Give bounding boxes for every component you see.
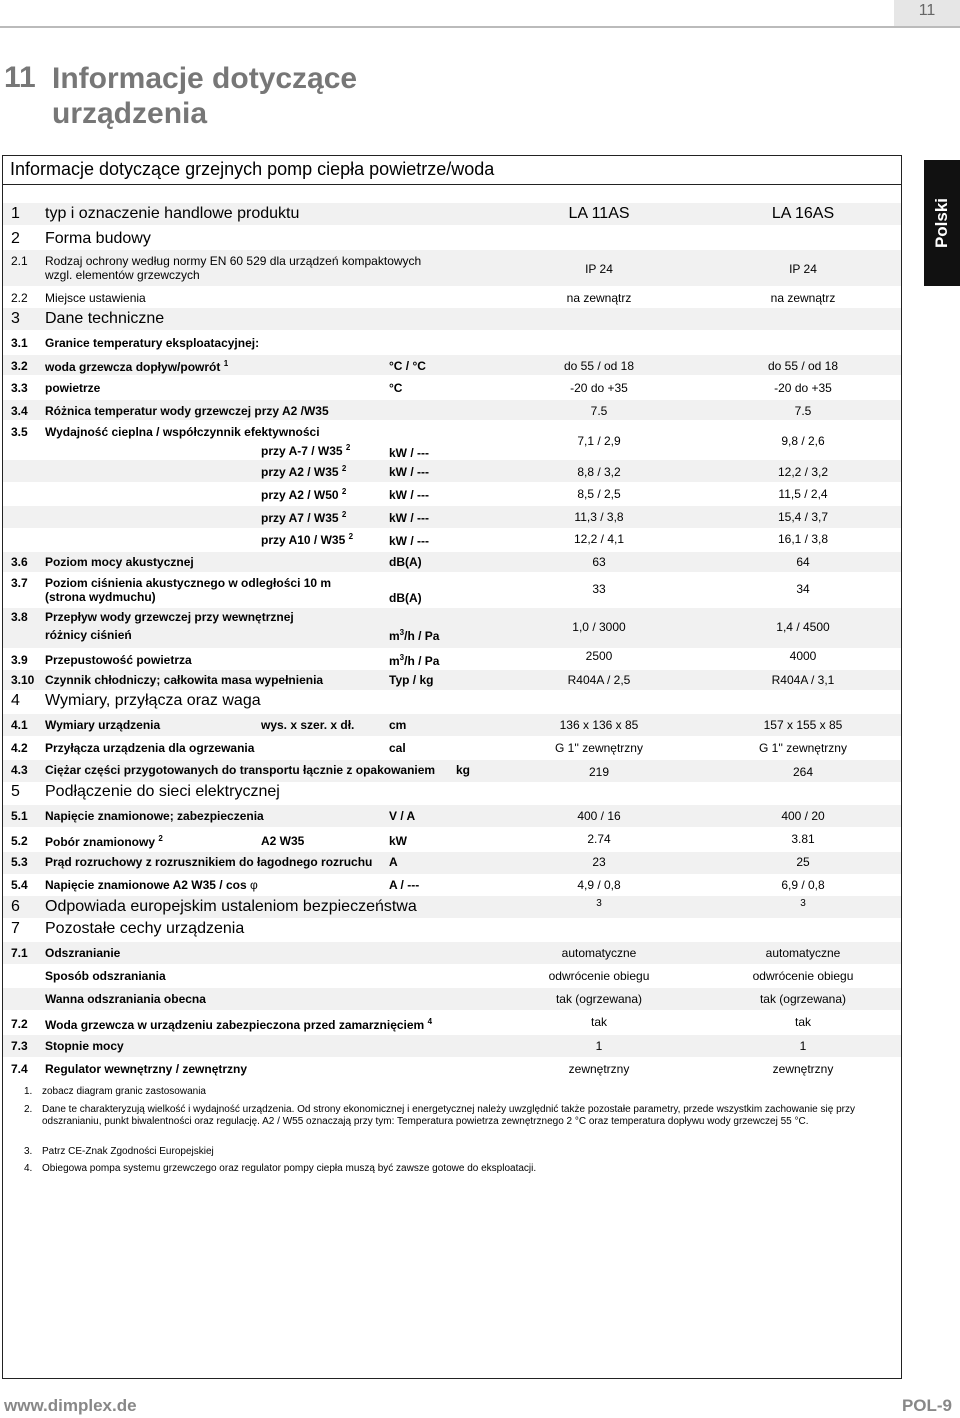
footnote-ref: 2 xyxy=(341,510,347,519)
value-model-2: 1 xyxy=(799,1039,807,1053)
row-label: Ciężar części przygotowanych do transportu łącznie z opakowaniem xyxy=(45,763,436,777)
row-number: 5 xyxy=(11,783,20,800)
row-label: Wanna odszraniania obecna xyxy=(45,992,206,1006)
row-label: Poziom ciśnienia akustycznego w odległości 10 m xyxy=(45,576,332,590)
condition-label xyxy=(261,532,353,547)
unit-text: m xyxy=(389,654,400,668)
value-model-1: 1,0 / 3000 xyxy=(572,620,626,634)
table-row xyxy=(3,483,901,505)
value-model-1: tak (ogrzewana) xyxy=(555,992,643,1006)
top-divider xyxy=(0,26,960,28)
unit-exponent: 3 xyxy=(399,653,405,662)
value-model-1: 219 xyxy=(588,765,610,779)
footnote-ref: 2 xyxy=(158,834,163,843)
condition-label xyxy=(261,464,346,479)
footnote-text: zobacz diagram granic zastosowania xyxy=(42,1086,206,1097)
row-unit: °C xyxy=(389,381,403,395)
footnote-number: 3. xyxy=(24,1146,33,1157)
value-model-2: -20 do +35 xyxy=(774,381,832,395)
row-label: Przepustowość powietrza xyxy=(45,653,192,667)
section-title-line2: urządzenia xyxy=(52,97,208,130)
row-number: 5.4 xyxy=(11,878,28,892)
value-model-2: 15,4 / 3,7 xyxy=(777,510,829,524)
value-model-1: 4,9 / 0,8 xyxy=(577,878,621,892)
value-model-1: 136 x 136 x 85 xyxy=(559,718,639,732)
row-unit: Typ / kg xyxy=(389,673,434,687)
row-number: 3.2 xyxy=(11,359,28,373)
row-unit: °C / °C xyxy=(389,359,426,373)
footnote-ref: 2 xyxy=(348,532,354,541)
value-model-1: 7.5 xyxy=(590,404,608,418)
row-unit: A xyxy=(389,855,398,869)
row-unit: A / --- xyxy=(389,878,420,892)
row-number: 2.1 xyxy=(11,254,28,268)
value-model-2: 64 xyxy=(796,555,810,569)
row-qualifier: wys. x szer. x dł. xyxy=(261,718,355,732)
value-model-2: tak xyxy=(794,1015,811,1029)
row-unit: kW / --- xyxy=(389,446,429,460)
row-number: 4.3 xyxy=(11,763,28,777)
value-model-2: IP 24 xyxy=(789,262,817,276)
row-number: 3.6 xyxy=(11,555,28,569)
row-number: 7.3 xyxy=(11,1039,28,1053)
value-model-1: tak xyxy=(590,1015,607,1029)
row-label: Sposób odszraniania xyxy=(45,969,166,983)
table-row xyxy=(3,896,901,918)
row-label: Podłączenie do sieci elektrycznej xyxy=(45,783,280,800)
row-label: Przyłącza urządzenia dla ogrzewania xyxy=(45,741,255,755)
condition-label xyxy=(261,487,346,502)
condition-label xyxy=(261,510,346,525)
footnote-ref-model-1: 3 xyxy=(596,898,602,909)
table-row xyxy=(3,874,901,896)
row-label: Poziom mocy akustycznej xyxy=(45,555,194,569)
section-row xyxy=(3,227,901,249)
table-row xyxy=(3,355,901,375)
row-label-line2: (strona wydmuchu) xyxy=(45,590,156,604)
value-model-1: -20 do +35 xyxy=(570,381,628,395)
footnote-ref-model-2: 3 xyxy=(800,898,806,909)
row-label: Granice temperatury eksploatacyjnej: xyxy=(45,336,260,350)
value-model-1: zewnętrzny xyxy=(568,1062,630,1076)
footnote-text: Patrz CE-Znak Zgodności Europejskiej xyxy=(42,1146,214,1157)
row-label: Odpowiada europejskim ustaleniom bezpieczeństwa xyxy=(45,898,417,915)
row-label: Rodzaj ochrony według normy EN 60 529 dla urządzeń kompaktowych xyxy=(45,254,422,268)
row-label-line2: wzgl. elementów grzewczych xyxy=(45,268,200,282)
row-label: powietrze xyxy=(45,381,101,395)
table-row xyxy=(3,852,901,874)
value-model-1: do 55 / od 18 xyxy=(563,359,635,373)
value-model-2: 3.81 xyxy=(791,832,815,846)
section-row xyxy=(3,308,901,330)
value-model-1: odwrócenie obiegu xyxy=(548,969,650,983)
row-number: 5.3 xyxy=(11,855,28,869)
section-row xyxy=(3,690,901,712)
table-row xyxy=(3,608,901,648)
table-row xyxy=(3,460,901,482)
unit-exponent: 3 xyxy=(399,628,405,637)
footnote-ref: 2 xyxy=(341,487,347,496)
language-tab xyxy=(924,160,960,286)
footnote-number: 1. xyxy=(24,1086,33,1097)
value-model-2: 400 / 20 xyxy=(781,809,825,823)
table-row xyxy=(3,400,901,420)
value-model-2: 157 x 155 x 85 xyxy=(763,718,843,732)
row-number: 4 xyxy=(11,692,20,709)
row-label: Wydajność cieplna / współczynnik efektywności xyxy=(45,425,320,439)
row-number: 4.1 xyxy=(11,718,28,732)
value-model-1: 1 xyxy=(595,1039,603,1053)
table-row xyxy=(3,250,901,286)
row-unit xyxy=(389,628,439,643)
value-model-2: zewnętrzny xyxy=(772,1062,834,1076)
row-number: 6 xyxy=(11,898,20,915)
row-label: Wymiary, przyłącza oraz waga xyxy=(45,692,261,709)
row-number: 7 xyxy=(11,920,20,937)
row-number: 3.5 xyxy=(11,425,28,439)
unit-text: m xyxy=(389,629,400,643)
footnote-number: 2. xyxy=(24,1104,33,1115)
value-model-1: 2500 xyxy=(585,649,613,663)
value-model-2: na zewnątrz xyxy=(770,291,836,305)
footnote-number: 4. xyxy=(24,1163,33,1174)
table-row xyxy=(3,506,901,528)
section-number: 11 xyxy=(4,61,36,94)
value-model-1: 400 / 16 xyxy=(577,809,621,823)
row-label: Napięcie znamionowe; zabezpieczenia xyxy=(45,809,264,823)
section-row xyxy=(3,919,901,941)
row-number: 3.8 xyxy=(11,610,28,624)
condition-label xyxy=(261,443,350,458)
row-number: 7.1 xyxy=(11,946,28,960)
value-model-2: 11,5 / 2,4 xyxy=(778,487,828,501)
table-row xyxy=(3,714,901,736)
condition-text: przy A2 / W35 xyxy=(261,465,339,479)
table-title: Informacje dotyczące grzejnych pomp ciepła powietrze/woda xyxy=(3,156,901,185)
row-number: 4.2 xyxy=(11,741,28,755)
row-number: 7.2 xyxy=(11,1017,28,1031)
footnote xyxy=(12,1146,882,1160)
table-row xyxy=(3,1012,901,1034)
row-label-text: Pobór znamionowy xyxy=(45,835,156,849)
row-unit: kW / --- xyxy=(389,511,429,525)
row-label: Pozostałe cechy urządzenia xyxy=(45,920,245,937)
row-label: Prąd rozruchowy z rozrusznikiem do łagodnego rozruchu xyxy=(45,855,373,869)
footnote xyxy=(12,1163,882,1177)
value-model-1: 33 xyxy=(592,582,606,596)
row-number: 3.7 xyxy=(11,576,28,590)
value-model-2: 9,8 / 2,6 xyxy=(781,434,825,448)
row-number: 3.1 xyxy=(11,336,28,350)
row-label: Dane techniczne xyxy=(45,310,165,327)
table-row xyxy=(3,377,901,397)
table-row xyxy=(3,530,901,552)
table-row xyxy=(3,552,901,572)
row-label xyxy=(45,1017,432,1032)
row-unit: kW xyxy=(389,834,407,848)
row-number: 3 xyxy=(11,310,20,327)
condition-text: przy A-7 / W35 xyxy=(261,444,343,458)
table-row xyxy=(3,988,901,1010)
value-model-2: 25 xyxy=(796,855,810,869)
table-row xyxy=(3,649,901,671)
table-row xyxy=(3,287,901,307)
row-number: 3.10 xyxy=(11,673,35,687)
row-unit: kW / --- xyxy=(389,534,429,548)
footnote xyxy=(12,1104,882,1142)
row-unit: kW / --- xyxy=(389,465,429,479)
footnote-ref: 4 xyxy=(427,1017,433,1026)
row-label: typ i oznaczenie handlowe produktu xyxy=(45,205,300,222)
table-row xyxy=(3,760,901,782)
value-model-1: 11,3 / 3,8 xyxy=(574,510,624,524)
row-unit: dB(A) xyxy=(389,591,422,605)
table-row xyxy=(3,203,901,225)
row-label: Stopnie mocy xyxy=(45,1039,124,1053)
row-number: 7.4 xyxy=(11,1062,28,1076)
page-code: POL-9 xyxy=(901,1396,952,1415)
value-model-1: na zewnątrz xyxy=(566,291,632,305)
value-model-2: 12,2 / 3,2 xyxy=(777,465,829,479)
row-unit: V / A xyxy=(389,809,416,823)
table-row xyxy=(3,1058,901,1080)
website-link[interactable]: www.dimplex.de xyxy=(4,1396,137,1415)
value-model-2: tak (ogrzewana) xyxy=(759,992,847,1006)
value-model-2: 6,9 / 0,8 xyxy=(781,878,825,892)
row-number: 3.3 xyxy=(11,381,28,395)
row-label: Wymiary urządzenia xyxy=(45,718,161,732)
value-model-1: 12,2 / 4,1 xyxy=(573,532,625,546)
value-model-2: odwrócenie obiegu xyxy=(752,969,854,983)
value-model-1: 2.74 xyxy=(587,832,611,846)
row-label-text: woda grzewcza dopływ/powrót xyxy=(45,360,221,374)
row-label: Przepływ wody grzewczej przy wewnętrznej xyxy=(45,610,294,624)
row-label: Odszranianie xyxy=(45,946,121,960)
footnote-ref: 2 xyxy=(345,443,351,452)
row-label: Czynnik chłodniczy; całkowita masa wypełnienia xyxy=(45,673,324,687)
language-tab-label: Polski xyxy=(932,197,951,249)
row-label: Różnica temperatur wody grzewczej przy A2 /W35 xyxy=(45,404,329,418)
row-unit xyxy=(389,653,439,668)
value-model-1: R404A / 2,5 xyxy=(567,673,631,687)
table-row xyxy=(3,434,901,461)
row-label xyxy=(45,878,258,892)
value-model-2: do 55 / od 18 xyxy=(767,359,839,373)
table-row xyxy=(3,942,901,964)
value-model-2: G 1'' zewnętrzny xyxy=(759,741,847,755)
footnote-text: Obiegowa pompa systemu grzewczego oraz regulator pompy ciepła muszą być zawsze gotowe do eksploatacji. xyxy=(42,1163,537,1174)
row-unit: kW / --- xyxy=(389,488,429,502)
value-model-1: 8,5 / 2,5 xyxy=(577,487,621,501)
value-model-1: 8,8 / 3,2 xyxy=(577,465,621,479)
value-model-1: automatyczne xyxy=(561,946,637,960)
condition-text: przy A10 / W35 xyxy=(261,533,346,547)
row-label-line2: różnicy ciśnień xyxy=(45,628,132,642)
table-row xyxy=(3,737,901,759)
value-model-2: automatyczne xyxy=(765,946,841,960)
row-unit: cm xyxy=(389,718,407,732)
table-row xyxy=(3,965,901,987)
row-qualifier: A2 W35 xyxy=(261,834,305,848)
row-number: 3.4 xyxy=(11,404,28,418)
spec-table xyxy=(2,155,902,1379)
footnote-ref: 1 xyxy=(223,359,229,368)
row-unit: kg xyxy=(456,763,471,777)
table-row xyxy=(3,828,901,852)
value-model-1: IP 24 xyxy=(585,262,613,276)
row-number: 1 xyxy=(11,205,20,222)
row-label xyxy=(45,834,163,849)
value-model-1: 7,1 / 2,9 xyxy=(577,434,621,448)
section-title-line1: Informacje dotyczące xyxy=(52,62,358,95)
value-model-1: 23 xyxy=(592,855,606,869)
table-row xyxy=(3,670,901,690)
row-number: 2 xyxy=(11,230,20,247)
model-2-header: LA 16AS xyxy=(771,205,835,222)
value-model-2: 4000 xyxy=(789,649,817,663)
unit-tail: /h / Pa xyxy=(404,654,440,668)
condition-text: przy A2 / W50 xyxy=(261,488,339,502)
row-unit: cal xyxy=(389,741,406,755)
row-number: 5.2 xyxy=(11,834,28,848)
model-1-header: LA 11AS xyxy=(568,205,630,222)
table-row xyxy=(3,1035,901,1057)
section-title xyxy=(52,61,357,131)
value-model-1: G 1'' zewnętrzny xyxy=(555,741,643,755)
phi-symbol: φ xyxy=(249,878,258,892)
row-label: Regulator wewnętrzny / zewnętrzny xyxy=(45,1062,248,1076)
table-row xyxy=(3,574,901,608)
value-model-2: 1,4 / 4500 xyxy=(776,620,830,634)
row-unit: dB(A) xyxy=(389,555,422,569)
value-model-2: 264 xyxy=(792,765,814,779)
footnote-text: Dane te charakteryzują wielkość i wydajność urządzenia. Od strony ekonomicznej i energetycznej należy uwzględnić także pozostałe parametry, przede wszystkim zachowanie się przy odszranianiu, punkt biwalentności oraz regulację. A2 / W55 oznaczają przy tym: Temperatura powietrza zewnętrznego 2 °C oraz temperatura dopływu wody grzewczej 55 °C. xyxy=(42,1104,855,1127)
row-number: 3.9 xyxy=(11,653,28,667)
value-model-2: 16,1 / 3,8 xyxy=(777,532,829,546)
row-number: 2.2 xyxy=(11,291,28,305)
page-number: 11 xyxy=(894,0,960,26)
footnote xyxy=(12,1086,882,1100)
row-label: Miejsce ustawienia xyxy=(45,291,146,305)
table-row xyxy=(3,805,901,827)
row-number: 5.1 xyxy=(11,809,28,823)
section-row xyxy=(3,781,901,803)
footnote-ref: 2 xyxy=(341,464,347,473)
value-model-2: 34 xyxy=(796,582,810,596)
row-label-text: Woda grzewcza w urządzeniu zabezpieczona przed zamarznięciem xyxy=(45,1018,425,1032)
unit-tail: /h / Pa xyxy=(404,629,440,643)
value-model-1: 63 xyxy=(592,555,606,569)
condition-text: przy A7 / W35 xyxy=(261,511,339,525)
row-label: Forma budowy xyxy=(45,230,151,247)
row-label-text: Napięcie znamionowe A2 W35 / cos xyxy=(45,878,247,892)
value-model-2: R404A / 3,1 xyxy=(771,673,835,687)
value-model-2: 7.5 xyxy=(794,404,812,418)
table-row xyxy=(3,333,901,353)
row-label xyxy=(45,359,228,374)
